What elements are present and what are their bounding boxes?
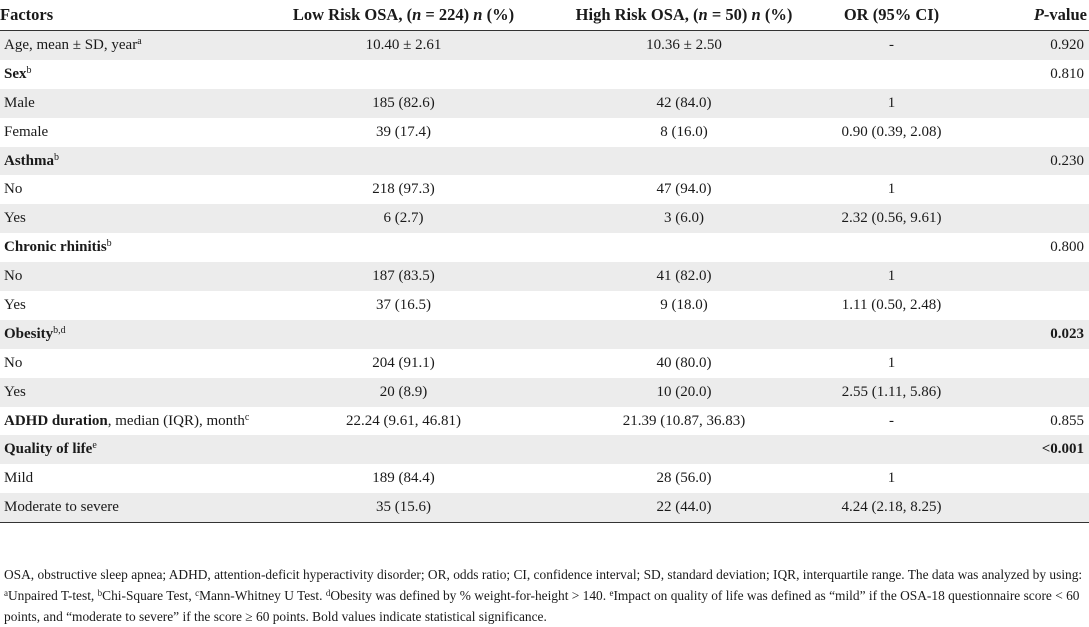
cell-high-risk: 41 (82.0) — [545, 262, 823, 291]
cell-low-risk: 204 (91.1) — [372, 354, 435, 371]
cell-low-risk — [262, 320, 545, 349]
cell-pvalue: 0.920 — [960, 31, 1089, 60]
cell-high-risk: 28 (56.0) — [656, 470, 712, 487]
cell-high-risk: 9 (18.0) — [660, 296, 708, 313]
factor-superscript: b — [54, 151, 60, 163]
cell-high-risk — [545, 60, 823, 89]
cell-low-risk: 218 (97.3) — [372, 181, 435, 198]
table-row — [0, 31, 1089, 60]
factor-label-bold: Sex — [4, 65, 27, 82]
cell-factor — [0, 147, 262, 176]
cell-pvalue — [960, 118, 1089, 147]
factor-label: No — [4, 354, 23, 371]
table-row — [0, 493, 1089, 522]
footnote-text-c: Mann-Whitney U Test. — [199, 588, 326, 603]
cell-or: 2.55 (1.11, 5.86) — [823, 378, 960, 407]
footnote-text-b: Chi-Square Test, — [102, 588, 196, 603]
factor-superscript: a — [137, 35, 142, 47]
cell-high-risk — [545, 233, 823, 262]
footnote-sup-c: c — [195, 588, 200, 598]
cell-factor — [0, 89, 262, 118]
cell-high-risk — [545, 147, 823, 176]
factor-superscript: b — [26, 64, 32, 76]
cell-or — [823, 60, 960, 89]
table-row — [0, 60, 1089, 89]
footnote-sup-b: b — [97, 588, 103, 598]
factor-superscript: b,d — [53, 324, 66, 336]
factor-label: Moderate to severe — [4, 499, 119, 516]
table-body — [0, 31, 1089, 523]
cell-or: 1 — [887, 181, 896, 198]
cell-factor — [0, 464, 262, 493]
footnote-sup-a: a — [4, 588, 8, 598]
table-row — [0, 349, 1089, 378]
cell-low-risk — [262, 233, 545, 262]
cell-or: - — [823, 31, 960, 60]
cell-factor — [0, 118, 262, 147]
cell-factor — [0, 31, 262, 60]
factor-label: No — [4, 268, 23, 285]
cell-or: 1 — [823, 89, 960, 118]
factor-label-bold: Quality of life — [4, 441, 93, 458]
factor-label: Age, mean ± SD, year — [4, 36, 138, 53]
cell-low-risk: 20 (8.9) — [262, 378, 545, 407]
cell-pvalue: 0.855 — [1050, 412, 1084, 429]
table-row — [0, 262, 1089, 291]
table-row — [0, 407, 1089, 436]
factor-label: Yes — [4, 383, 26, 400]
factor-label-bold: Obesity — [4, 325, 54, 342]
cell-or: 2.32 (0.56, 9.61) — [823, 204, 960, 233]
cell-high-risk — [545, 435, 823, 464]
cell-pvalue — [960, 204, 1089, 233]
table-row — [0, 175, 1089, 204]
cell-low-risk: 35 (15.6) — [262, 493, 545, 522]
cell-low-risk: 22.24 (9.61, 46.81) — [346, 412, 461, 429]
cell-low-risk: 189 (84.4) — [372, 470, 435, 487]
factor-superscript: e — [92, 440, 97, 452]
cell-factor — [0, 233, 262, 262]
factor-superscript: b — [106, 238, 112, 250]
cell-or: 4.24 (2.18, 8.25) — [823, 493, 960, 522]
cell-high-risk: 3 (6.0) — [545, 204, 823, 233]
cell-pvalue: 0.023 — [960, 320, 1089, 349]
cell-pvalue — [960, 464, 1089, 493]
cell-or: 1 — [887, 354, 896, 371]
cell-factor — [0, 349, 262, 378]
table-row — [0, 378, 1089, 407]
table-row — [0, 464, 1089, 493]
cell-low-risk: 185 (82.6) — [262, 89, 545, 118]
cell-factor — [0, 493, 262, 522]
cell-pvalue — [960, 175, 1089, 204]
header-high-risk: High Risk OSA, (n = 50) n (%) — [545, 0, 823, 31]
cell-or — [823, 233, 960, 262]
footnote-sup-e: e — [609, 588, 614, 598]
factor-label: Male — [4, 94, 35, 111]
cell-pvalue: 0.810 — [1050, 65, 1084, 82]
cell-factor — [0, 407, 262, 436]
table-row — [0, 291, 1089, 320]
cell-factor — [0, 262, 262, 291]
factor-label: No — [4, 181, 23, 198]
footnote-text-a: Unpaired T-test, — [8, 588, 98, 603]
table-row — [0, 118, 1089, 147]
cell-factor — [0, 320, 262, 349]
factor-label: Female — [4, 123, 49, 140]
header-low-risk: Low Risk OSA, (n = 224) n (%) — [262, 0, 545, 31]
header-or: OR (95% CI) — [823, 0, 960, 31]
cell-low-risk — [262, 435, 545, 464]
cell-high-risk — [545, 320, 823, 349]
factor-label: , median (IQR), month — [107, 412, 245, 429]
cell-high-risk: 22 (44.0) — [545, 493, 823, 522]
cell-low-risk — [262, 147, 545, 176]
cell-pvalue — [960, 291, 1089, 320]
cell-low-risk: 37 (16.5) — [376, 296, 431, 313]
factor-label: Yes — [4, 210, 26, 227]
cell-high-risk: 10 (20.0) — [545, 378, 823, 407]
cell-pvalue — [960, 349, 1089, 378]
footnote-sup-d: d — [325, 588, 331, 598]
cell-factor — [0, 204, 262, 233]
cell-or — [823, 147, 960, 176]
table-row — [0, 204, 1089, 233]
cell-or: 1 — [823, 262, 960, 291]
cell-pvalue — [960, 493, 1089, 522]
cell-high-risk: 10.36 ± 2.50 — [545, 31, 823, 60]
cell-high-risk: 40 (80.0) — [656, 354, 712, 371]
factor-label-bold: Asthma — [4, 152, 55, 169]
factor-label: Mild — [4, 470, 34, 487]
cell-pvalue: 0.230 — [960, 147, 1089, 176]
table-header-row — [0, 0, 1089, 31]
cell-pvalue — [960, 89, 1089, 118]
factor-superscript: c — [244, 411, 250, 423]
cell-low-risk: 187 (83.5) — [262, 262, 545, 291]
footnote-text-d: Obesity was defined by % weight-for-height > 140. — [330, 588, 610, 603]
cell-pvalue: <0.001 — [960, 435, 1089, 464]
cell-low-risk: 39 (17.4) — [376, 123, 431, 140]
cell-factor — [0, 435, 262, 464]
cell-high-risk: 21.39 (10.87, 36.83) — [622, 412, 746, 429]
cell-pvalue — [960, 262, 1089, 291]
footnote-text-e: Impact on quality of life was defined as “mild” if the OSA-18 questionnaire score < 60 points, and “moderate to severe” if the score ≥ 60 points. Bold values indicate statistical significance. — [4, 588, 1080, 624]
factor-label-bold: ADHD duration — [4, 412, 108, 429]
table-footnote — [4, 564, 1086, 627]
cell-high-risk: 47 (94.0) — [656, 181, 712, 198]
table-row — [0, 233, 1089, 262]
cell-high-risk: 42 (84.0) — [545, 89, 823, 118]
header-factors: Factors — [0, 0, 262, 31]
cell-factor — [0, 291, 262, 320]
cell-low-risk: 10.40 ± 2.61 — [262, 31, 545, 60]
cell-or: 1.11 (0.50, 2.48) — [841, 296, 942, 313]
cell-pvalue: 0.800 — [1050, 239, 1084, 256]
cell-or: - — [889, 412, 894, 429]
cell-factor — [0, 175, 262, 204]
cell-factor — [0, 60, 262, 89]
cell-pvalue — [960, 378, 1089, 407]
cell-factor — [0, 378, 262, 407]
cell-or: 0.90 (0.39, 2.08) — [841, 123, 942, 140]
footnote-text: OSA, obstructive sleep apnea; ADHD, attention-deficit hyperactivity disorder; OR, odds ratio; CI, confidence interval; SD, standard deviation; IQR, interquartile range. The data was analyzed by using: — [4, 567, 1083, 582]
table-row — [0, 147, 1089, 176]
factor-label: Yes — [4, 296, 26, 313]
cell-low-risk: 6 (2.7) — [262, 204, 545, 233]
cell-high-risk: 8 (16.0) — [660, 123, 708, 140]
cell-or — [823, 320, 960, 349]
table-row — [0, 89, 1089, 118]
cell-low-risk — [262, 60, 545, 89]
cell-or: 1 — [887, 470, 896, 487]
header-pvalue: P-value — [960, 0, 1089, 31]
cell-or — [823, 435, 960, 464]
table-row — [0, 320, 1089, 349]
factor-label-bold: Chronic rhinitis — [4, 239, 107, 256]
table-row — [0, 435, 1089, 464]
